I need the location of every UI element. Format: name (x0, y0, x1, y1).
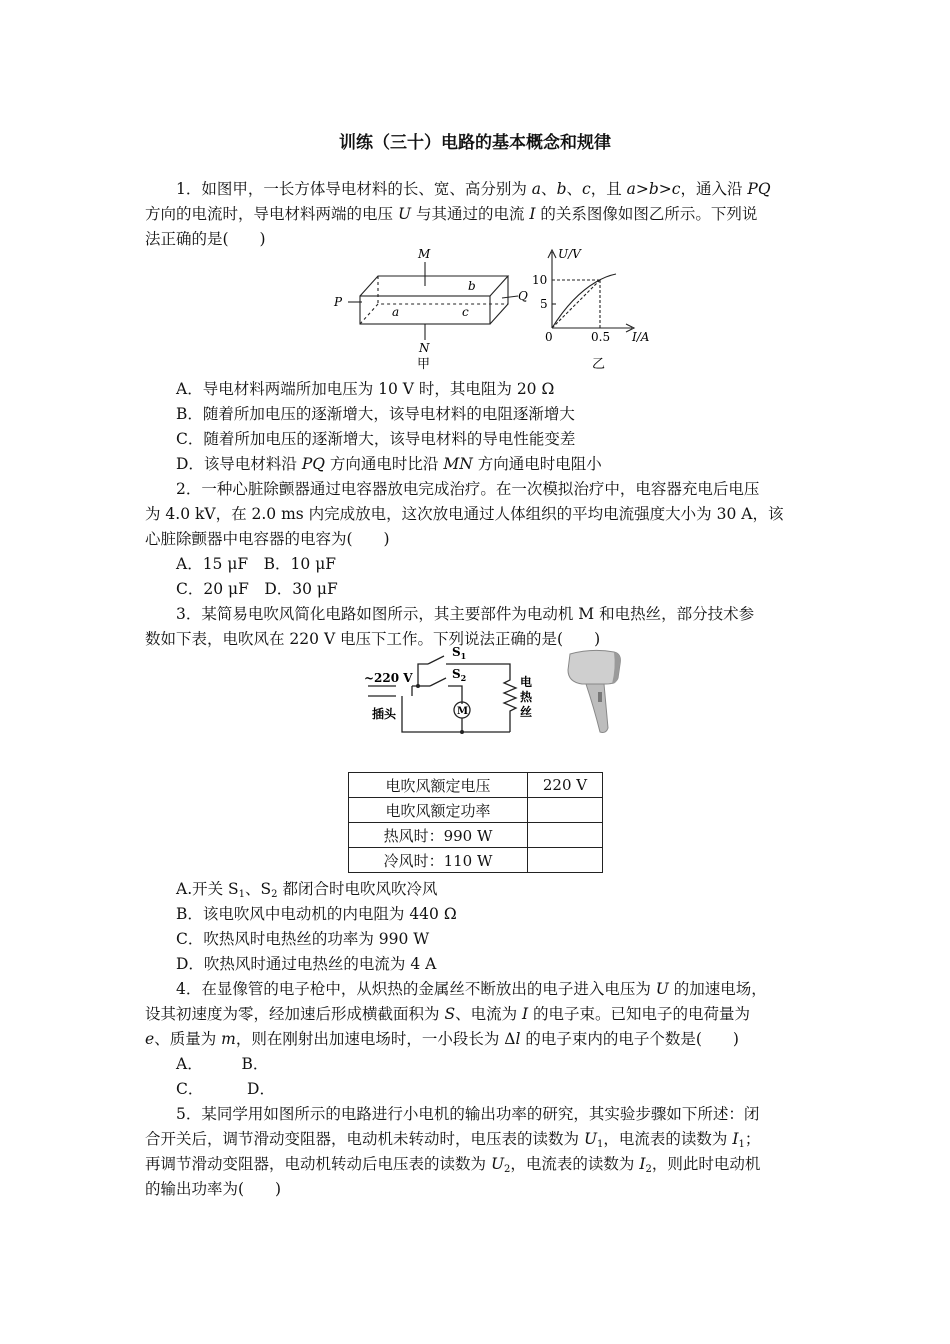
y-axis-label: U/V (558, 247, 581, 261)
q5-line-1: 5．某同学用如图所示的电路进行小电机的输出功率的研究，其实验步骤如下所述：闭 (176, 1105, 760, 1123)
block-side-face (490, 276, 508, 324)
block-front-face (360, 296, 490, 324)
q4-line-1: 4．在显像管的电子枪中，从炽热的金属丝不断放出的电子进入电压为 U 的加速电场， (176, 980, 767, 998)
plug-label: 插头 (372, 707, 397, 721)
tick-0.5: 0.5 (591, 330, 611, 344)
q4-line-3: e、质量为 m，则在刚射出加速电场时，一小段长为 Δl 的电子束内的电子个数是( ) (145, 1030, 739, 1048)
origin-label: 0 (545, 330, 553, 344)
table-row: 热风时：990 W (349, 823, 603, 848)
switch-s1-blade (428, 656, 444, 664)
caption-yi: 乙 (592, 357, 606, 372)
q3-line-2: 数如下表，电吹风在 220 V 电压下工作。下列说法正确的是( ) (145, 630, 601, 648)
label-a: a (392, 305, 400, 319)
label-M: M (418, 247, 431, 261)
wire-bottom (402, 696, 510, 732)
q3-option-d: D．吹热风时通过电热丝的电流为 4 A (176, 955, 437, 973)
s1-label: $S_1$ (452, 645, 467, 661)
voltage-label: ~220 V (364, 671, 413, 685)
secant-line (552, 280, 600, 328)
label-P: P (334, 295, 343, 309)
wire-to-s1 (412, 664, 428, 686)
q3-option-a: A.开关 $S_1$、$S_2$ 都闭合时电吹风吹冷风 (176, 880, 438, 900)
q4-options-cd: C． D． (176, 1080, 275, 1098)
q1-option-d: D．该导电材料沿 PQ 方向通电时比沿 MN 方向通电时电阻小 (176, 455, 602, 473)
page-title: 训练（三十）电路的基本概念和规律 (339, 133, 611, 153)
q2-options-cd: C．20 μF D．30 μF (176, 580, 338, 598)
switch-s2-blade (430, 678, 446, 686)
q1-option-c: C．随着所加电压的逐渐增大，该导电材料的导电性能变差 (176, 430, 576, 448)
label-b: b (468, 279, 476, 293)
hair-dryer-image (562, 648, 632, 734)
label-N: N (419, 341, 430, 355)
q2-line-3: 心脏除颤器中电容器的电容为( ) (145, 530, 390, 548)
table-row: 电吹风额定电压 220 V (349, 773, 603, 798)
tick-10: 10 (532, 273, 548, 287)
caption-jia: 甲 (417, 357, 431, 372)
heater-label-1: 电 (520, 675, 533, 689)
tick-5: 5 (540, 297, 548, 311)
motor-label: M (457, 706, 469, 717)
label-Q: Q (518, 289, 528, 303)
q3-option-c: C．吹热风时电热丝的功率为 990 W (176, 930, 430, 948)
q1-figure-jia (330, 246, 530, 374)
heating-resistor (504, 674, 516, 732)
q5-line-4: 的输出功率为( ) (145, 1180, 282, 1198)
q4-line-2: 设其初速度为零，经加速后形成横截面积为 S、电流为 I 的电子束。已知电子的电荷量为 (145, 1005, 751, 1023)
block-top-face (360, 276, 508, 296)
q3-line-1: 3．某简易电吹风简化电路如图所示，其主要部件为电动机 M 和电热丝，部分技术参 (176, 605, 755, 623)
q1-figure-yi (530, 246, 660, 374)
label-c: c (462, 305, 469, 319)
q1-option-b: B．随着所加电压的逐渐增大，该导电材料的电阻逐渐增大 (176, 405, 575, 423)
table-row: 电吹风额定功率 (349, 798, 603, 823)
table-row: 冷风时：110 W (349, 848, 603, 873)
q3-circuit-diagram (358, 644, 558, 738)
q1-line-3: 法正确的是( ) (145, 230, 266, 248)
wire-to-motor (448, 686, 462, 704)
heater-label-3: 丝 (520, 705, 533, 719)
s2-label: $S_2$ (452, 667, 467, 683)
q4-options-ab: A． B． (176, 1055, 269, 1073)
block-hidden-edges (360, 304, 508, 324)
q5-line-2: 合开关后，调节滑动变阻器，电动机未转动时，电压表的读数为 $U_1$，电流表的读数为 $I_1$； (145, 1130, 761, 1150)
q2-line-2: 为 4.0 kV，在 2.0 ms 内完成放电，这次放电通过人体组织的平均电流强度大小为 30 A，该 (145, 505, 784, 523)
x-axis-label: I/A (632, 330, 650, 344)
q2-line-1: 2．一种心脏除颤器通过电容器放电完成治疗。在一次模拟治疗中，电容器充电后电压 (176, 480, 760, 498)
q1-line-2: 方向的电流时，导电材料两端的电压 U 与其通过的电流 I 的关系图像如图乙所示。下列说 (145, 205, 758, 223)
heater-label-2: 热 (520, 690, 533, 704)
q2-options-ab: A．15 μF B．10 μF (176, 555, 337, 573)
q1-line-1: 1．如图甲，一长方体导电材料的长、宽、高分别为 a、b、c，且 a>b>c，通入沿 PQ (176, 180, 771, 198)
q3-option-b: B．该电吹风中电动机的内电阻为 440 Ω (176, 905, 457, 923)
u-i-curve (552, 274, 616, 328)
q1-option-a: A．导电材料两端所加电压为 10 V 时，其电阻为 20 Ω (176, 380, 555, 398)
q3-spec-table (348, 772, 603, 873)
lead-Q (502, 296, 518, 298)
q5-line-3: 再调节滑动变阻器，电动机转动后电压表的读数为 $U_2$，电流表的读数为 $I_2$，则此时电动机 (145, 1155, 761, 1175)
